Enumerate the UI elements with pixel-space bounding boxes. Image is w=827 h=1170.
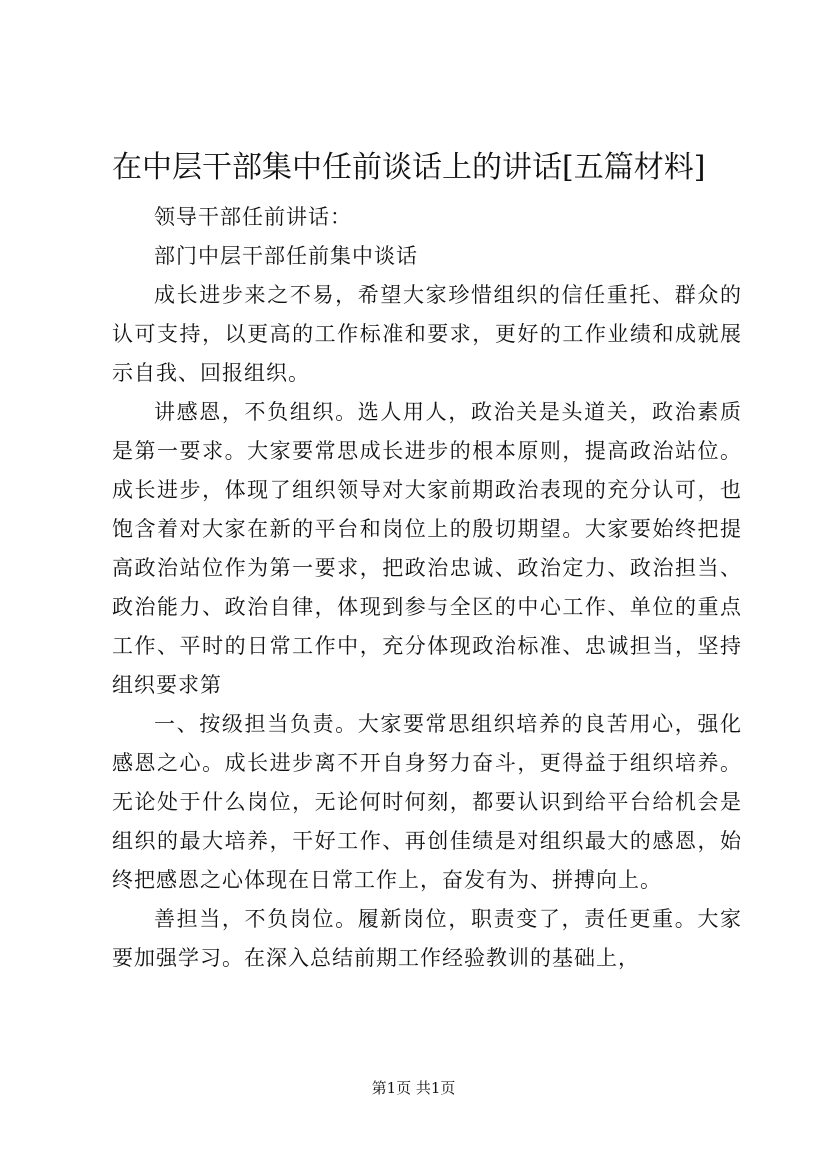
paragraph-1: 领导干部任前讲话： [154,205,352,229]
page-footer: 第1页 共1页 [371,1079,456,1097]
document-body [112,198,742,978]
paragraph-3: 成长进步来之不易，希望大家珍惜组织的信任重托、群众的认可支持，以更高的工作标准和要求，更好的工作业绩和成就展示自我、回报组织。 [112,283,742,385]
paragraph-4: 讲感恩，不负组织。选人用人，政治关是头道关，政治素质是第一要求。大家要常思成长进步的根本原则，提高政治站位。成长进步，体现了组织领导对大家前期政治表现的充分认可，也饱含着对大家在新的平台和岗位上的殷切期望。大家要始终把提高政治站位作为第一要求，把政治忠诚、政治定力、政治担当、政治能力、政治自律，体现到参与全区的中心工作、单位的重点工作、平时的日常工作中，充分体现政治标准、忠诚担当，坚持组织要求第 [112,400,742,697]
paragraph-2: 部门中层干部任前集中谈话 [154,244,418,268]
document-title: 在中层干部集中任前谈话上的讲话[五篇材料] [112,150,706,185]
paragraph-6: 善担当，不负岗位。履新岗位，职责变了，责任更重。大家要加强学习。在深入总结前期工作经验教训的基础上， [112,907,742,970]
paragraph-5: 一、按级担当负责。大家要常思组织培养的良苦用心，强化感恩之心。成长进步离不开自身努力奋斗，更得益于组织培养。无论处于什么岗位，无论何时何刻，都要认识到给平台给机会是组织的最大培养，干好工作、再创佳绩是对组织最大的感恩，始终把感恩之心体现在日常工作上，奋发有为、拼搏向上。 [112,712,742,892]
